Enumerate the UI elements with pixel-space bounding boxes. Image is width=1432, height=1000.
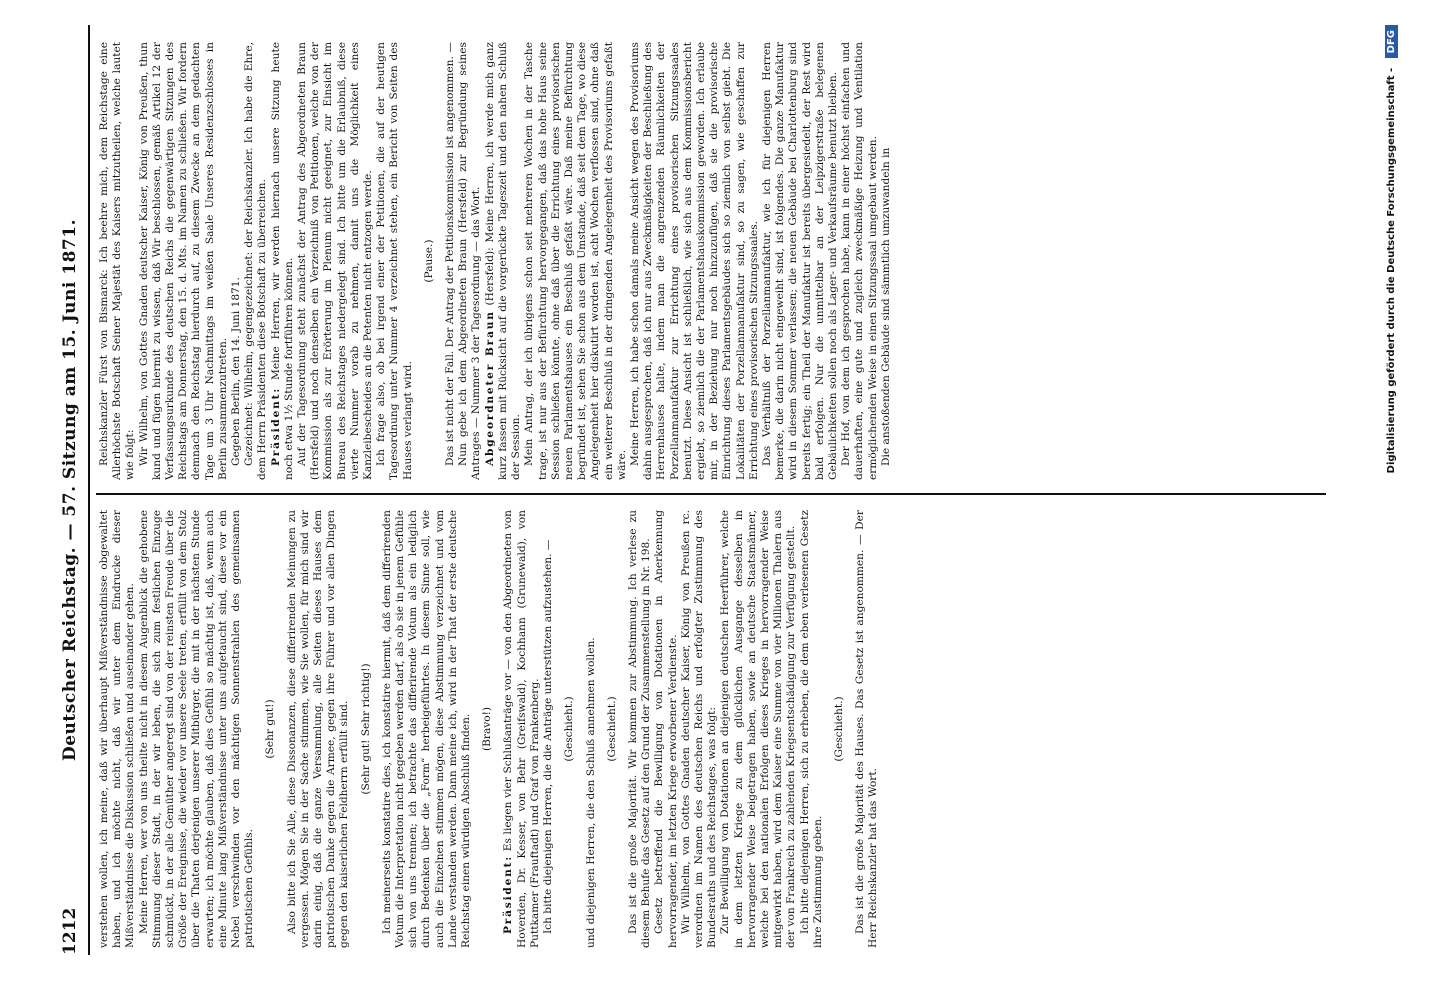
paragraph-text: und diejenigen Herren, die den Schluß annehmen wollen. xyxy=(584,637,597,948)
stage-direction: (Sehr gut! Sehr richtig!) xyxy=(359,663,372,795)
paragraph xyxy=(138,42,230,480)
paragraph-text: Das ist nicht der Fall. Der Antrag der Petitionskommission ist angenommen. — xyxy=(444,42,457,466)
paragraph xyxy=(585,510,598,948)
paragraph xyxy=(629,42,761,480)
paragraph-text: Ich bitte diejenigen Herren, sich zu erheben, die dem eben verlesenen Gesetz ihre Zustimmung geben. xyxy=(798,510,824,948)
page-header xyxy=(60,25,86,955)
paragraph-text: Gesetz betreffend die Bewilligung von Dotationen in Anerkennung hervorragender, im letzten Kriege erworbener Verdienste. xyxy=(653,510,679,948)
paragraph xyxy=(880,42,893,480)
stage-direction: (Geschieht.) xyxy=(563,696,576,762)
paragraph xyxy=(484,42,524,480)
paragraph xyxy=(719,510,798,948)
paragraph xyxy=(502,510,542,948)
paragraph-text: Die anstoßenden Gebäude sind sämmtlich umzuwandeln in xyxy=(879,147,892,466)
stage-direction: (Pause.) xyxy=(422,239,435,283)
paragraph xyxy=(542,510,555,948)
paragraph-text: Meine Herren, wer von uns theilte nicht in diesem Augenblick die gehobene Stimmung dieser Stadt, in der wir leben, die sich zum festlichen Einzuge schmückt, in der alle Gemüther angeregt sind von der reinsten Freude über die Größe der Ereignisse, die wieder vor unsere Seele treten, erfüllt von dem Stolz über die Thaten derjenigen unserer Mitbürger, die mit in der nächsten Stunde erwarten; ich möchte glauben, daß dies Gefühl so mächtig ist, daß, wenn auch eine Minute lang Mißverständnisse unter uns aufgetaucht sind, diese vor ein Nebel verschwinden vor den mächtigen Sonnenstrahlen des gemeinsamen patriotischen Gefühls. xyxy=(137,510,256,948)
paragraph xyxy=(375,42,415,480)
paragraph xyxy=(98,42,138,480)
right-column xyxy=(98,42,1323,480)
paragraph-text: Der Hof, von dem ich gesprochen habe, kann in einer höchst einfachen und dauerhaften, eine gute und zugleich zweckmäßige Heizung und Ventilation ermöglichenden Weise in einen Sitzungssaal umgebaut werden. xyxy=(840,42,879,480)
column-divider xyxy=(96,493,1326,495)
paragraph xyxy=(286,510,352,948)
paragraph-text: Auf der Tagesordnung steht zunächst der Antrag des Abgeordneten Braun (Hersfeld) und noch denselben ein Verzeichniß von Petitionen, welche von der Kommission als zur Erörterung im Plenum nicht geeignet, zur Einsicht im Bureau des Reichstages niedergelegt sind. Ich bitte um die Erlaubniß, diese vierte Nummer vorab zu nehmen, damit uns die Möglichkeit eines Kanzleibescheides an die Petenten nicht entzogen werde. xyxy=(296,42,375,480)
paragraph xyxy=(627,510,653,948)
paragraph-text: Gegeben Berlin, den 14. Juni 1871. xyxy=(230,277,243,466)
funding-note xyxy=(1385,25,1398,955)
paragraph-text: Meine Herren, ich habe schon damals meine Ansicht wegen des Provisoriums dahin ausgesprochen, daß ich nur aus Zweckmäßigkeiten der Beschließung des Herrenhauses halte, indem man die angrenzenden Räumlichkeiten der Porzellanmanufaktur zur Errichtung eines provisorischen Sitzungssaales benutzt. Diese Ansicht ist schließlich, wie sich aus dem Kommissionsbericht ergiebt, so ziemlich die der Parlamentshauskommission geworden. Ich erlaube mir, in der Beziehung nur noch hinzuzufügen, daß sie die provisorische Einrichtung dieses Parlamentsgebäudes sich so ziemlich von selbst giebt. Die Lokalitäten der Porzellanmanufaktur sind, so zu sagen, wie geschaffen zur Errichtung eines provisorischen Sitzungssaales. xyxy=(628,42,760,480)
paragraph xyxy=(653,510,679,948)
paragraph-text: Das ist die große Majorität des Hauses. Das Gesetz ist angenommen. — Der Herr Reichskanzler hat das Wort. xyxy=(854,510,880,948)
paragraph-text: Nun gebe ich dem Abgeordneten Braun (Hersfeld) zur Begründung seines Antrages — Nummer 3 der Tagesordnung — das Wort. xyxy=(457,42,483,480)
page-number: 1212 xyxy=(60,907,80,955)
stage-direction: (Sehr gut!) xyxy=(264,699,277,759)
paragraph xyxy=(230,42,243,480)
speaker-name: Präsident: xyxy=(502,854,515,934)
speaker-name: Abgeordneter Braun xyxy=(483,310,496,466)
paragraph-text: Das Verhältniß der Porzellanmanufaktur, wie ich für diejenigen Herren bemerke, die darin nicht eingeweiht sind, ist folgendes. Die ganze Manufaktur wird in diesem Sommer verlassen; die neuen Gebäude bei Charlottenburg sind bereits fertig; ein Theil der Manufaktur ist bereits übergesiedelt, der Rest wird bald erfolgen. Nur die unmittelbar an der Leipzigerstraße belegenen Gebäulichkeiten sollen noch als Lager- und Verkaufsräume benutzt bleiben. xyxy=(760,42,839,480)
paragraph-text: Das ist die große Majorität. Wir kommen zur Abstimmung. Ich verlese zu diesem Behufe das Gesetz auf den Grund der Zusammenstellung in Nr. 198. xyxy=(626,510,653,948)
left-column xyxy=(98,510,1323,948)
stage-direction: (Geschieht.) xyxy=(605,696,618,762)
paragraph xyxy=(270,42,296,480)
paragraph xyxy=(296,42,375,480)
stage-direction: (Geschieht.) xyxy=(832,696,845,762)
speaker-name: Präsident: xyxy=(269,386,282,466)
paragraph xyxy=(98,510,138,948)
header-rule xyxy=(88,25,90,955)
paragraph xyxy=(840,42,880,480)
dfg-logo: DFG xyxy=(1385,25,1398,58)
paragraph-text: Mein Antrag, der ich übrigens schon seit mehreren Wochen in der Tasche trage, ist nur aus der Befürchtung hervorgegangen, daß das hohe Haus seine Session schließen könnte, ohne daß über die Errichtung eines provisorischen neuen Parlamentshauses ein Beschluß gefaßt wäre. Daß meine Befürchtung begründet ist, sehen Sie schon aus dem Umstande, daß seit dem Tage, wo diese Angelegenheit hier diskutirt worden ist, acht Wochen verflossen sind, ohne daß ein weiterer Beschluß in der dringenden Angelegenheit des Provisoriums gefaßt wäre. xyxy=(523,42,628,480)
paragraph xyxy=(457,42,483,480)
paragraph-text: Ich frage also, ob bei irgend einer der Petitionen, die auf der heutigen Tagesordnung unter Nummer 4 verzeichnet stehen, ein Bericht von Seiten des Hauses verlangt wird. xyxy=(375,42,414,480)
stage-direction: (Bravo!) xyxy=(481,706,494,752)
paragraph xyxy=(680,510,720,948)
paragraph-text: Zur Bewilligung von Dotationen an diejenigen deutschen Heerführer, welche in dem letzten Kriege zu dem glücklichen Ausgange desselben in hervorragender Weise beigetragen haben, sowie an deutsche Staatsmänner, welche bei den nationalen Erfolgen dieses Krieges in hervorragender Weise mitgewirkt haben, wird dem Kaiser eine Summe von vier Millionen Thalern aus der von Frankreich zu zahlenden Kriegsentschädigung zur Verfügung gestellt. xyxy=(719,510,798,948)
paragraph xyxy=(761,42,840,480)
paragraph-text: Ich bitte diejenigen Herren, die die Anträge unterstützen aufzustehen. — xyxy=(542,539,555,934)
paragraph-text: Es liegen vier Schlußanträge vor — von den Abgeordneten von Hoverden, Dr. Kesser, von Behr (Greifswald), Kochhann (Grunewald), von Puttkamer (Frauftadt) und Graf von Frankenberg. xyxy=(502,510,541,948)
funding-text: Digitalisierung gefördert durch die Deutsche Forschungsgemeinschaft - xyxy=(1386,67,1397,474)
paragraph xyxy=(523,42,629,480)
paragraph-text: (Hersfeld): Meine Herren, ich werde mich ganz kurz fassen mit Rücksicht auf die vorgerückte Tageszeit und den nahen Schluß der Session. xyxy=(483,42,523,480)
paragraph-text: verstehen wollen, ich meine, daß wir überhaupt Mißverständnisse obgewaltet haben, und ich möchte nicht, daß wir unter dem Eindrucke dieser Mißverständnisse die Diskussion schließen und auseinander gehen. xyxy=(98,510,137,948)
paragraph-text: Gezeichnet: Wilhelm, gegengezeichnet: der Reichskanzler. Ich habe die Ehre, dem Herrn Präsidenten diese Botschaft zu überreichen. xyxy=(243,42,269,480)
paragraph xyxy=(138,510,257,948)
paragraph xyxy=(854,510,880,948)
paragraph-text: Wir Wilhelm, von Gottes Gnaden deutscher Kaiser, König von Preußen rc. verordnen im Namen des deutschen Reichs und erfolgter Zustimmung des Bundesraths und des Reichstages, was folgt: xyxy=(679,510,719,948)
paragraph-text: Meine Herren, wir werden hiernach unsere Sitzung heute noch etwa 1½ Stunde fortführen können. xyxy=(269,42,295,480)
paragraph xyxy=(799,510,825,948)
paragraph xyxy=(444,42,457,480)
paragraph xyxy=(381,510,473,948)
paragraph-text: Also bitte ich Sie Alle, diese Dissonanzen, diese differirenden Meinungen zu vergessen. Mögen Sie in der Sache stimmen, wie Sie wollen, für mich sind wir darin einig, daß die ganze Versammlung, alle Seiten dieses Hauses dem patriotischen Danke gegen die Armee, gegen ihre Führer und vor allen Dingen gegen den kaiserlichen Feldherrn erfüllt sind. xyxy=(285,510,351,948)
paragraph-text: Reichskanzler Fürst von Bismarck: Ich beehre mich, dem Reichstage eine Allerhöchste Botschaft Seiner Majestät des Kaisers mitzutheilen, welche lautet wie folgt: xyxy=(98,42,137,480)
paragraph-text: Ich meinerseits konstatire dies, ich konstatire hiermit, daß dem differirenden Votum die Interpretation nicht gegeben werden darf, als ob sie in jenem Gefühle sich von uns trennen; ich betrachte das differirende Votum als ein lediglich durch Bedenken über die „Form“ herbeigeführtes. In diesem Sinne soll, wie auch die Einzelnen stimmen mögen, diese Abstimmung verzeichnet und vom Lande verstanden werden. Dann meine ich, wird in der That der erste deutsche Reichstag einen würdigen Abschluß finden. xyxy=(380,510,473,948)
running-title: Deutscher Reichstag. — 57. Sitzung am 15. Juni 1871. xyxy=(60,219,80,761)
paragraph xyxy=(243,42,269,480)
paragraph-text: Wir Wilhelm, von Gottes Gnaden deutscher Kaiser, König von Preußen, thun kund und fügen hiermit zu wissen, daß Wir beschlossen, gemäß Artikel 12 der Verfassungsurkunde des deutschen Reichs die gegenwärtigen Sitzungen des Reichstags am Donnerstag, den 15. d. Mts. im Namen zu schließen. Wir fordern demnach den Reichstag hierdurch auf, zu diesem Zwecke an dem gedachten Tage um 3 Uhr Nachmittags im weißen Saale Unseres Residenzschlosses in Berlin zusammenzutreten. xyxy=(137,42,229,480)
